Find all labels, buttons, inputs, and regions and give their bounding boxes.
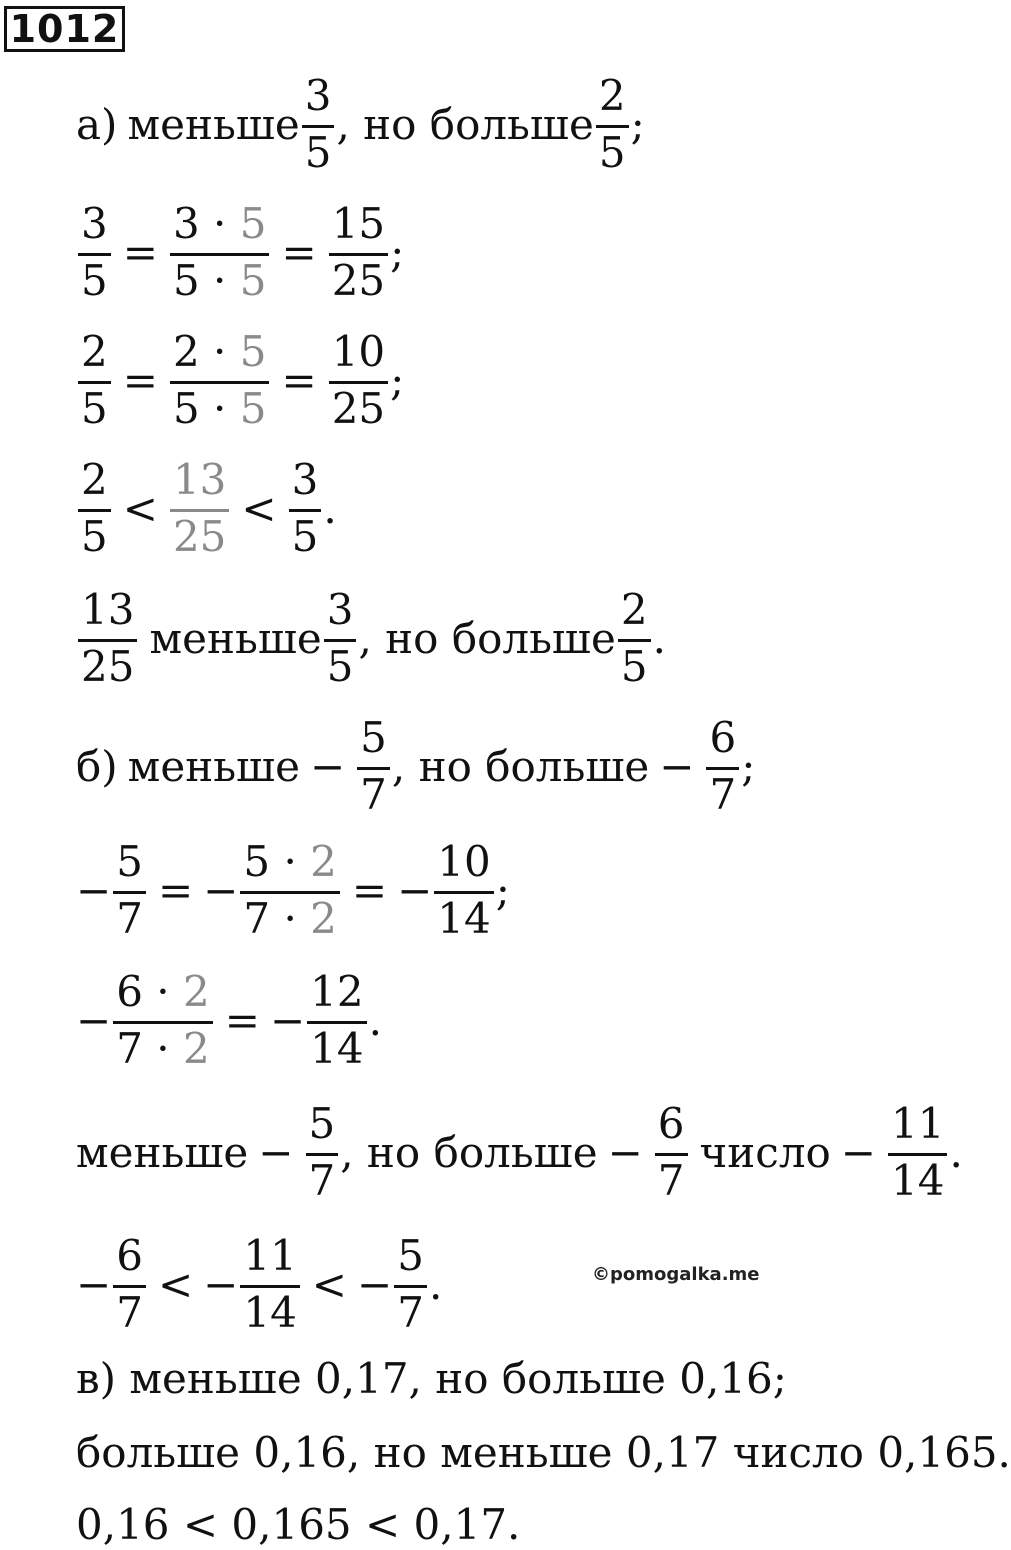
semicolon: ; [630, 99, 645, 149]
equals-sign: = [281, 227, 317, 277]
inequality-b [76, 1230, 443, 1337]
equals-sign: = [157, 865, 194, 915]
period: . [428, 1259, 443, 1309]
fraction: $\frac{3}{5}$ [324, 589, 357, 688]
but-more-word: , но больше [391, 741, 650, 791]
fraction: $\frac{2 \cdot 5}{5 \cdot 5}$ [170, 331, 270, 430]
equals-sign: = [224, 995, 260, 1045]
equals-sign: = [122, 227, 158, 277]
fraction: $\frac{10}{14}$ [434, 841, 493, 940]
minus-sign: − [76, 865, 112, 915]
watermark: ©pomogalka.me [592, 1264, 760, 1285]
fraction: $\frac{10}{25}$ [329, 331, 388, 430]
equals-sign: = [351, 865, 388, 915]
equals-sign: = [281, 355, 317, 405]
minus-sign: − [607, 1127, 643, 1177]
part-a-label: а) [76, 99, 118, 149]
fraction: $\frac{6}{7}$ [113, 1235, 146, 1334]
less-than-sign: < [311, 1259, 347, 1309]
fraction: $\frac{3}{5}$ [302, 75, 335, 174]
fraction: $\frac{2}{5}$ [78, 459, 111, 558]
fraction: $\frac{2}{5}$ [618, 589, 651, 688]
fraction: $\frac{5}{7}$ [306, 1103, 339, 1202]
minus-sign: − [840, 1127, 876, 1177]
minus-sign: − [258, 1127, 294, 1177]
fraction: $\frac{2}{5}$ [78, 331, 111, 430]
semicolon: ; [495, 865, 510, 915]
but-more-word: , но больше [336, 99, 594, 149]
inequality-a [76, 454, 337, 561]
fraction: $\frac{11}{14}$ [240, 1235, 299, 1334]
minus-sign: − [659, 741, 695, 791]
part-b-statement [76, 712, 756, 819]
fraction: $\frac{5}{7}$ [394, 1235, 427, 1334]
fraction: $\frac{3}{5}$ [289, 459, 322, 558]
period: . [652, 613, 666, 663]
minus-sign: − [76, 1259, 112, 1309]
semicolon: ; [390, 227, 405, 277]
period: . [323, 483, 337, 533]
part-v-statement: в) меньше 0,17, но больше 0,16; [76, 1354, 787, 1403]
less-word: меньше [127, 741, 300, 791]
less-than-sign: < [122, 483, 158, 533]
fraction: $\frac{11}{14}$ [888, 1103, 947, 1202]
minus-sign: − [76, 995, 112, 1045]
less-than-sign: < [157, 1259, 194, 1309]
less-word: меньше [127, 99, 300, 149]
fraction: $\frac{6 \cdot 2}{7 \cdot 2}$ [113, 971, 213, 1070]
fraction: $\frac{3}{5}$ [78, 203, 111, 302]
but-more-word: , но больше [340, 1127, 598, 1177]
semicolon: ; [390, 355, 405, 405]
equals-sign: = [122, 355, 158, 405]
minus-sign: − [203, 1259, 239, 1309]
part-b-label: б) [76, 741, 118, 791]
conclusion-a [76, 584, 666, 691]
minus-sign: − [269, 995, 306, 1045]
minus-sign: − [357, 1259, 393, 1309]
but-more-word: , но больше [358, 613, 616, 663]
conclusion-b [76, 1098, 963, 1205]
fraction: $\frac{6}{7}$ [706, 717, 739, 816]
fraction: $\frac{2}{5}$ [596, 75, 629, 174]
period: . [949, 1127, 963, 1177]
fraction: $\frac{5 \cdot 2}{7 \cdot 2}$ [240, 841, 340, 940]
minus-sign: − [203, 865, 239, 915]
equation-6-7 [76, 966, 382, 1073]
fraction: $\frac{15}{25}$ [329, 203, 388, 302]
equation-5-7 [76, 836, 510, 943]
semicolon: ; [741, 741, 756, 791]
fraction: $\frac{3 \cdot 5}{5 \cdot 5}$ [170, 203, 270, 302]
part-v-conclusion: больше 0,16, но меньше 0,17 число 0,165. [76, 1428, 1011, 1477]
fraction-highlighted: $\frac{13}{25}$ [170, 459, 229, 558]
part-a-statement [76, 70, 645, 177]
fraction: $\frac{5}{7}$ [113, 841, 146, 940]
less-than-sign: < [241, 483, 277, 533]
equation-3-5 [76, 198, 405, 305]
equation-2-5 [76, 326, 405, 433]
fraction: $\frac{12}{14}$ [307, 971, 366, 1070]
fraction: $\frac{5}{7}$ [357, 717, 390, 816]
fraction: $\frac{13}{25}$ [78, 589, 137, 688]
minus-sign: − [309, 741, 346, 791]
period: . [368, 995, 382, 1045]
number-word: число [699, 1127, 831, 1177]
minus-sign: − [397, 865, 433, 915]
problem-number: 1012 [4, 6, 125, 52]
less-word: меньше [76, 1127, 249, 1177]
less-word: меньше [149, 613, 322, 663]
fraction: $\frac{6}{7}$ [655, 1103, 688, 1202]
part-v-inequality: 0,16 < 0,165 < 0,17. [76, 1500, 521, 1549]
